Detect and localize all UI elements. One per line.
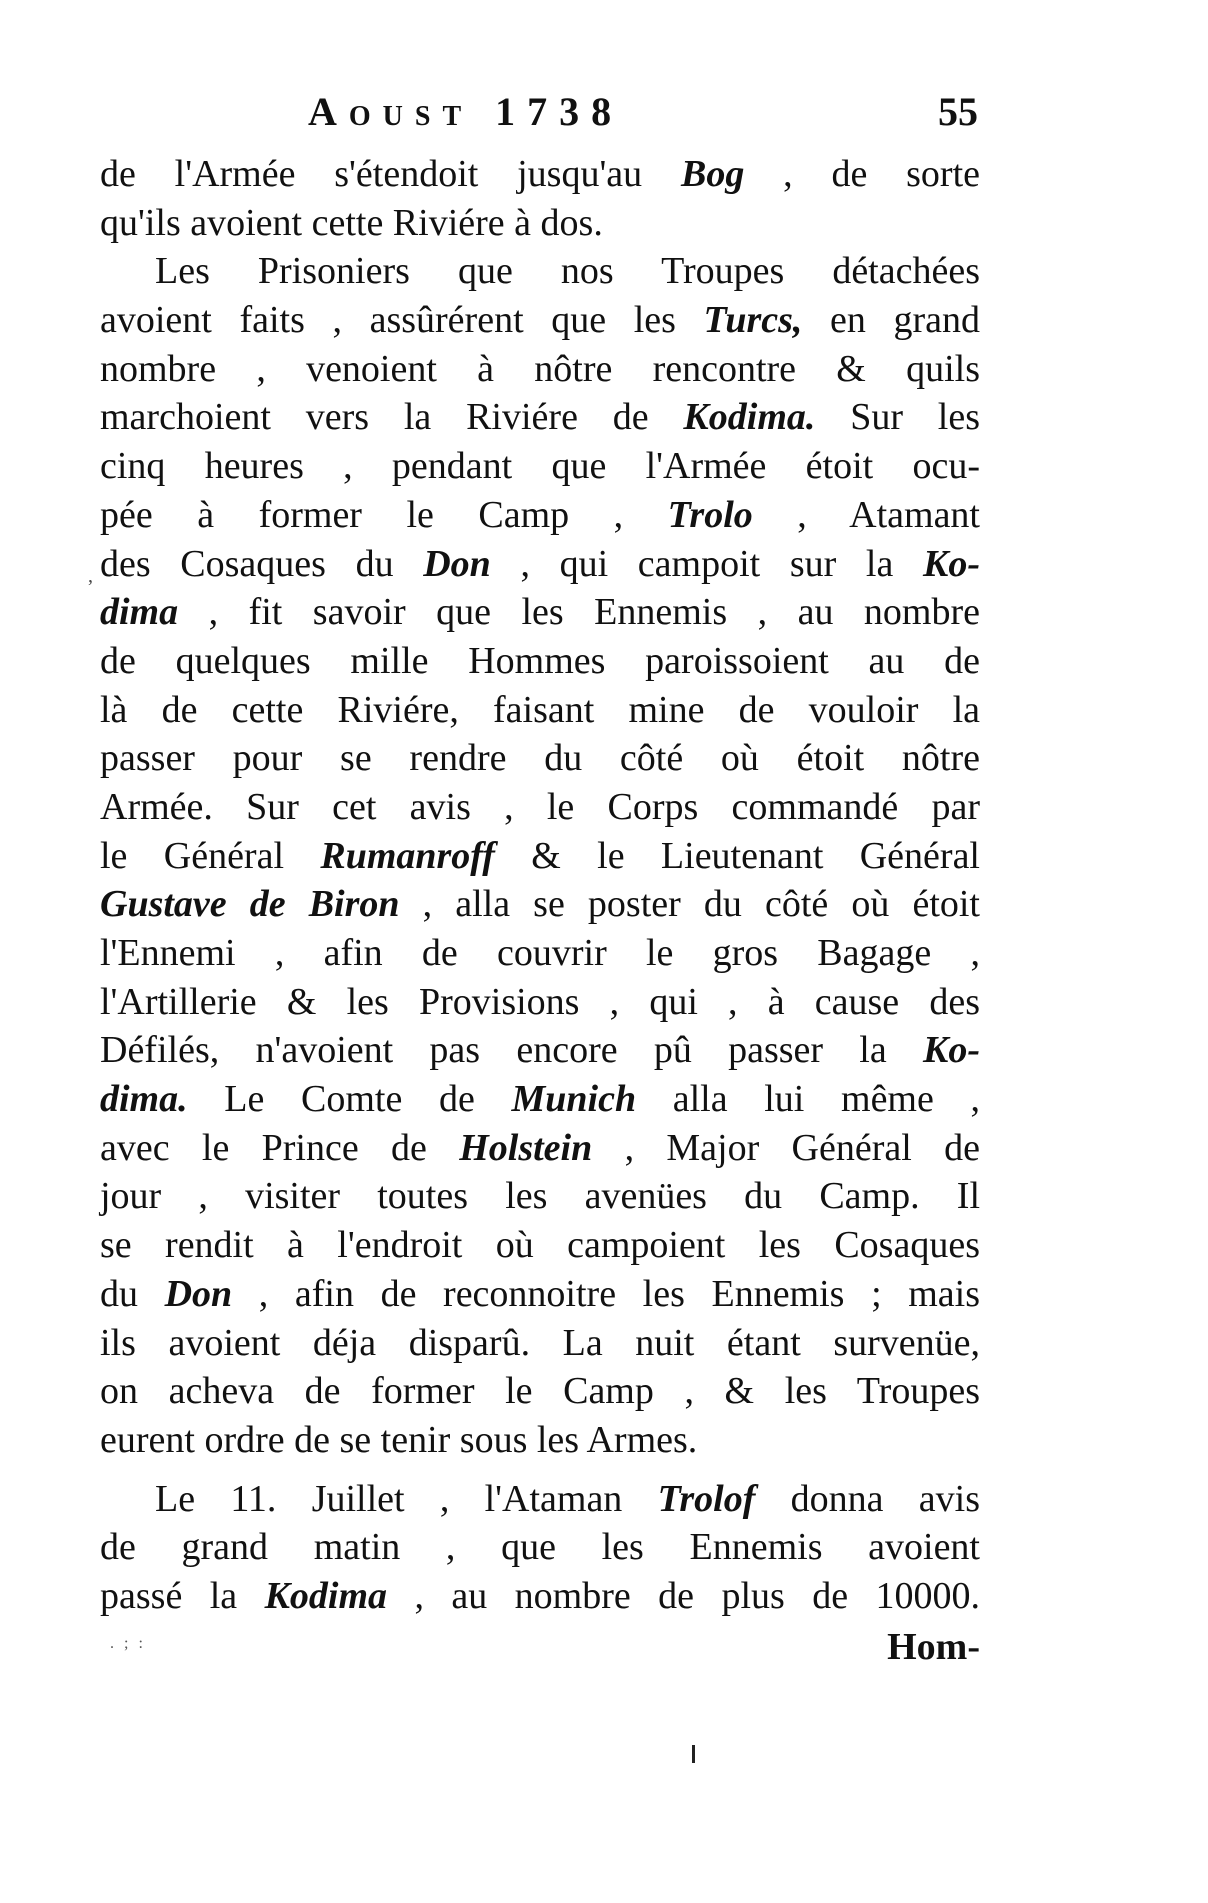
text-line <box>100 1572 980 1621</box>
running-head <box>100 88 980 140</box>
text-run: , au nombre de plus de 10000. <box>387 1574 980 1617</box>
italic-name: Rumanroff <box>320 834 495 877</box>
text-line <box>100 247 980 296</box>
text-run: , alla se poster du côté où étoit <box>399 883 980 926</box>
text-run: avec le Prince de <box>100 1126 460 1169</box>
text-line <box>100 1172 980 1221</box>
margin-specks: . ; : <box>110 1635 146 1652</box>
page-number: 55 <box>938 89 978 134</box>
italic-name: Kodima. <box>683 396 816 439</box>
text-line <box>100 978 980 1027</box>
italic-name: Ko- <box>923 542 980 585</box>
text-line <box>100 1124 980 1173</box>
text-line <box>100 1270 980 1319</box>
text-run: l'Artillerie & les Provisions , qui , à cause des <box>100 980 980 1023</box>
text-run: passer pour se rendre du côté où étoit nôtre <box>100 737 980 780</box>
text-line <box>100 637 980 686</box>
italic-name: Don <box>164 1272 233 1315</box>
text-run: Le Comte de <box>187 1078 512 1121</box>
text-run: donna avis <box>755 1477 980 1520</box>
text-line <box>100 734 980 783</box>
text-run: de grand matin , que les Ennemis avoient <box>100 1526 980 1569</box>
text-run: du <box>100 1272 165 1315</box>
text-line <box>100 1075 980 1124</box>
italic-name: Munich <box>511 1078 637 1121</box>
text-run: cinq heures , pendant que l'Armée étoit ocu- <box>100 445 980 488</box>
text-run: , Major Général de <box>592 1126 980 1169</box>
text-run: alla lui même , <box>636 1078 980 1121</box>
bottom-mark <box>692 1745 695 1763</box>
text-run: , fit savoir que les Ennemis , au nombre <box>178 591 980 634</box>
text-line <box>100 442 980 491</box>
italic-name: Trolo <box>667 493 753 536</box>
text-line <box>100 150 980 199</box>
italic-name: Trolof <box>657 1477 756 1520</box>
text-run: Les Prisoniers que nos Troupes détachées <box>155 250 980 293</box>
text-line <box>100 1221 980 1270</box>
text-line <box>100 296 980 345</box>
text-run: , qui campoit sur la <box>490 542 923 585</box>
text-run: & le Lieutenant Général <box>494 834 980 877</box>
text-line <box>100 199 980 248</box>
text-run: Défilés, n'avoient pas encore pû passer la <box>100 1029 923 1072</box>
text-run: de quelques mille Hommes paroissoient au de <box>100 639 980 682</box>
text-run: on acheva de former le Camp , & les Troupes <box>100 1370 980 1413</box>
text-line <box>100 880 980 929</box>
text-line <box>100 832 980 881</box>
text-line <box>100 588 980 637</box>
text-run: se rendit à l'endroit où campoient les Cosaques <box>100 1224 980 1267</box>
italic-name: Gustave de Biron <box>100 883 400 926</box>
text-line <box>100 1416 980 1465</box>
body-text <box>100 150 980 1621</box>
italic-name: dima. <box>100 1078 188 1121</box>
text-line <box>100 491 980 540</box>
text-line <box>100 929 980 978</box>
margin-mark: , <box>88 565 93 587</box>
italic-name: dima <box>100 591 179 634</box>
catchword: Hom- <box>887 1626 980 1668</box>
text-run: en grand <box>802 299 980 342</box>
text-run: ils avoient déja disparû. La nuit étant survenüe, <box>100 1321 980 1364</box>
text-run: de l'Armée s'étendoit jusqu'au <box>100 153 681 195</box>
text-run: marchoient vers la Riviére de <box>100 396 684 439</box>
text-run: des Cosaques du <box>100 542 424 585</box>
text-line <box>100 1475 980 1524</box>
text-run: le Général <box>100 834 321 877</box>
text-run: là de cette Riviére, faisant mine de vouloir la <box>100 688 980 731</box>
text-run: pée à former le Camp , <box>100 493 668 536</box>
text-run: l'Ennemi , afin de couvrir le gros Bagage , <box>100 932 980 974</box>
italic-name: Don <box>423 542 491 585</box>
text-line <box>100 1367 980 1416</box>
running-title: Aoust 1738 <box>308 89 624 134</box>
text-run: qu'ils avoient cette Riviére à dos. <box>100 201 603 244</box>
text-line <box>100 686 980 735</box>
italic-name: Ko- <box>923 1029 980 1072</box>
italic-name: Bog <box>680 153 745 195</box>
text-run: , Atamant <box>752 493 980 536</box>
text-run: avoient faits , assûrérent que les <box>100 299 704 342</box>
text-run: nombre , venoient à nôtre rencontre & quils <box>100 347 980 390</box>
text-run: eurent ordre de se tenir sous les Armes. <box>100 1418 698 1461</box>
italic-name: Turcs, <box>703 299 803 342</box>
text-line <box>100 783 980 832</box>
text-line <box>100 540 980 589</box>
text-run: Le 11. Juillet , l'Ataman <box>155 1477 658 1520</box>
text-line <box>100 345 980 394</box>
text-line <box>100 1319 980 1368</box>
text-run: , de sorte <box>744 153 980 195</box>
text-line <box>100 1026 980 1075</box>
italic-name: Holstein <box>459 1126 593 1169</box>
text-run: jour , visiter toutes les avenües du Camp. Il <box>100 1175 980 1218</box>
text-line <box>100 393 980 442</box>
text-run: Sur les <box>815 396 981 439</box>
italic-name: Kodima <box>264 1574 388 1617</box>
text-run: , afin de reconnoitre les Ennemis ; mais <box>232 1272 980 1315</box>
text-run: passé la <box>100 1574 265 1617</box>
text-line <box>100 1523 980 1572</box>
text-run: Armée. Sur cet avis , le Corps commandé par <box>100 785 980 828</box>
